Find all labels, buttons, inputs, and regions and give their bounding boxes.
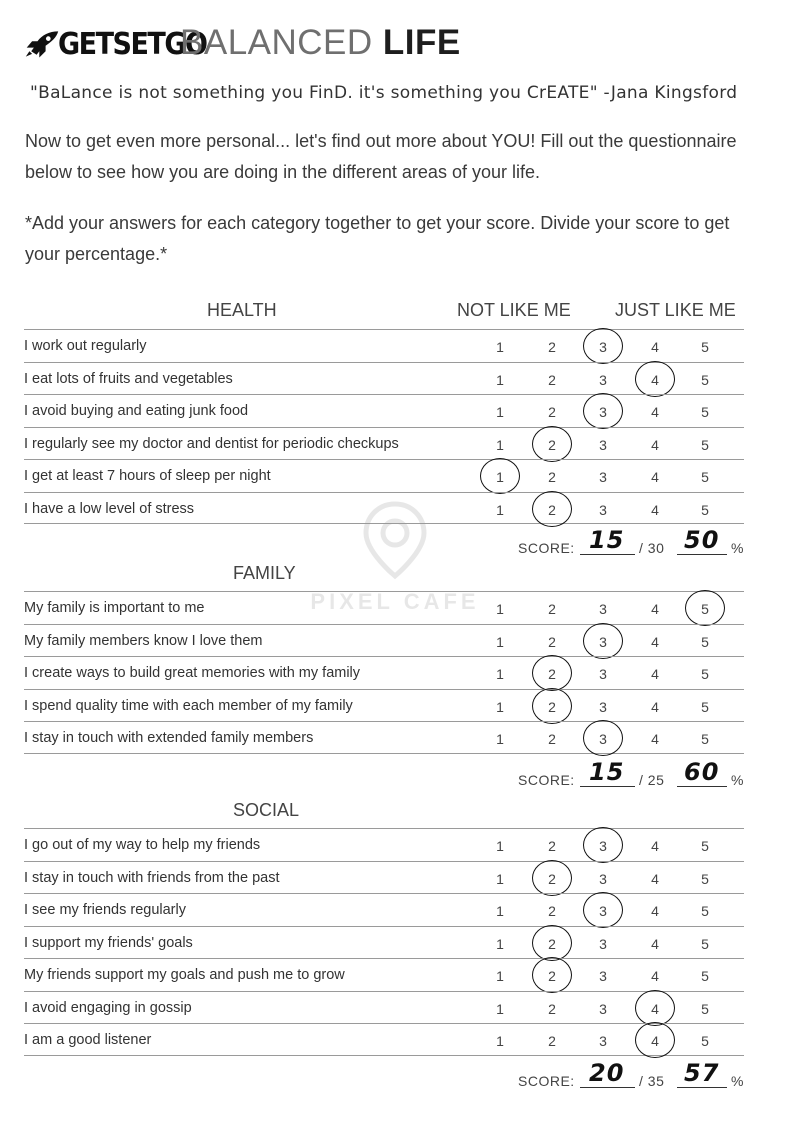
rating-option-1[interactable]: 1 [496,371,504,388]
question-row [24,492,744,525]
question-text: My family members know I love them [24,632,263,649]
percent-underline [677,786,727,787]
question-row [24,958,744,991]
rating-option-2[interactable]: 2 [548,870,556,887]
question-row [24,394,744,427]
rating-option-1[interactable]: 1 [496,666,504,682]
score-max: / 30 [639,540,665,556]
question-text: I stay in touch with extended family members [24,730,314,746]
quote: "BaLance is not something you FinD. it's something you CrEATE" -Jana Kingsford [30,83,738,103]
rating-option-3[interactable]: 3 [599,601,607,617]
rating-option-2[interactable]: 2 [548,371,556,388]
rating-option-2[interactable]: 2 [548,935,556,952]
rating-option-3[interactable]: 3 [599,666,607,682]
percent-sign: % [731,540,744,556]
question-row [24,689,744,722]
rating-option-1[interactable]: 1 [496,935,504,952]
rating-option-1[interactable]: 1 [496,469,504,485]
rating-option-2[interactable]: 2 [548,601,556,617]
rating-option-5[interactable]: 5 [701,838,709,854]
rating-option-1[interactable]: 1 [496,968,504,984]
rating-option-4[interactable]: 4 [651,698,659,715]
question-row [24,459,744,492]
question-text: I stay in touch with friends from the past [24,869,280,886]
score-underline [580,786,635,787]
rating-option-4[interactable]: 4 [651,404,659,420]
scale-low-label: NOT LIKE ME [457,300,571,320]
rating-option-2[interactable]: 2 [548,838,556,854]
rating-option-4[interactable]: 4 [651,903,659,919]
question-row [24,893,744,926]
rating-option-5[interactable]: 5 [701,935,709,952]
question-text: I get at least 7 hours of sleep per night [24,468,271,484]
rating-option-3[interactable]: 3 [599,870,607,887]
rating-option-4[interactable]: 4 [651,935,659,952]
rating-option-1[interactable]: 1 [496,601,504,617]
rating-option-1[interactable]: 1 [496,633,504,650]
percent-value: 50 [684,526,720,554]
rating-option-4[interactable]: 4 [651,666,659,682]
rating-option-4[interactable]: 4 [651,731,659,747]
rating-option-5[interactable]: 5 [701,339,709,355]
rating-option-2[interactable]: 2 [548,469,556,485]
question-text: I see my friends regularly [24,902,186,918]
rating-option-1[interactable]: 1 [496,339,504,355]
question-row [24,991,744,1024]
intro-text: Now to get even more personal... let's find out more about YOU! Fill out the questionnaire below to see how you are doing in the different areas of your life. [25,131,737,182]
rating-option-2[interactable]: 2 [548,731,556,747]
rating-option-3[interactable]: 3 [599,1000,607,1017]
rating-option-2[interactable]: 2 [548,501,556,518]
rating-option-4[interactable]: 4 [651,469,659,485]
section-title-family: FAMILY [233,563,296,583]
question-row [24,861,744,894]
title-light: BALANCED [180,23,383,62]
section-title-social: SOCIAL [233,800,300,820]
question-text: I am a good listener [24,1032,152,1048]
question-text: I support my friends' goals [24,934,193,951]
rating-option-3[interactable]: 3 [599,838,607,854]
rating-option-5[interactable]: 5 [701,436,709,453]
rating-option-3[interactable]: 3 [599,436,607,453]
rocket-icon [24,29,60,59]
rating-option-4[interactable]: 4 [651,633,659,650]
question-text: I go out of my way to help my friends [24,837,261,853]
rating-option-2[interactable]: 2 [548,633,556,650]
rating-option-3[interactable]: 3 [599,501,607,518]
rating-option-1[interactable]: 1 [496,1000,504,1017]
question-text: I eat lots of fruits and vegetables [24,370,233,387]
score-underline [580,1087,635,1088]
percent-underline [677,554,727,555]
rating-option-3[interactable]: 3 [599,633,607,650]
rating-option-4[interactable]: 4 [651,870,659,887]
rating-option-1[interactable]: 1 [496,870,504,887]
scale-high-label: JUST LIKE ME [615,300,736,320]
rating-option-3[interactable]: 3 [599,371,607,388]
score-value: 15 [589,758,625,786]
rating-option-3[interactable]: 3 [599,903,607,919]
rating-option-3[interactable]: 3 [599,404,607,420]
rating-option-3[interactable]: 3 [599,339,607,355]
rating-option-1[interactable]: 1 [496,838,504,854]
percent-value: 57 [684,1059,720,1087]
rating-option-5[interactable]: 5 [701,1000,709,1017]
question-text: My family is important to me [24,600,205,616]
question-text: I have a low level of stress [24,500,195,517]
percent-underline [677,1087,727,1088]
rating-option-5[interactable]: 5 [701,870,709,887]
question-text: My friends support my goals and push me to grow [24,967,345,983]
question-text: I work out regularly [24,338,147,354]
rating-option-4[interactable]: 4 [651,838,659,854]
title-bold: LIFE [382,23,461,62]
question-text: I spend quality time with each member of my family [24,697,353,714]
question-text: I avoid buying and eating junk food [24,403,249,419]
score-label: SCORE: [518,772,575,788]
percent-sign: % [731,1073,744,1089]
section-title-health: HEALTH [207,300,277,320]
rating-option-5[interactable]: 5 [701,903,709,919]
question-row [24,656,744,689]
rating-option-4[interactable]: 4 [651,1033,659,1049]
rating-option-2[interactable]: 2 [548,666,556,682]
rating-option-4[interactable]: 4 [651,339,659,355]
rating-option-2[interactable]: 2 [548,903,556,919]
header [24,20,774,70]
rating-option-5[interactable]: 5 [701,404,709,420]
watermark-text: PIXEL CAFE [310,589,480,614]
rating-option-1[interactable]: 1 [496,1033,504,1049]
rating-option-5[interactable]: 5 [701,633,709,650]
rating-option-2[interactable]: 2 [548,1033,556,1049]
rating-option-1[interactable]: 1 [496,436,504,453]
question-row [24,362,744,395]
rating-option-3[interactable]: 3 [599,968,607,984]
question-row [24,926,744,959]
rating-option-3[interactable]: 3 [599,1033,607,1049]
rating-option-2[interactable]: 2 [548,436,556,453]
rating-option-4[interactable]: 4 [651,968,659,984]
question-text: I create ways to build great memories with my family [24,665,361,681]
score-max: / 35 [639,1073,665,1089]
score-underline [580,554,635,555]
rating-option-2[interactable]: 2 [548,404,556,420]
page-title [180,23,461,63]
rating-option-2[interactable]: 2 [548,698,556,715]
score-value: 15 [589,526,625,554]
rating-option-4[interactable]: 4 [651,601,659,617]
rating-option-2[interactable]: 2 [548,968,556,984]
rating-option-4[interactable]: 4 [651,371,659,388]
score-max: / 25 [639,772,665,788]
rating-option-5[interactable]: 5 [701,1033,709,1049]
rating-option-1[interactable]: 1 [496,731,504,747]
rating-option-1[interactable]: 1 [496,903,504,919]
logo-text: GETSETGO [58,26,207,62]
rating-option-5[interactable]: 5 [701,601,709,617]
rating-option-5[interactable]: 5 [701,469,709,485]
rating-option-5[interactable]: 5 [701,666,709,682]
question-row [24,1023,744,1056]
question-row [24,721,744,754]
question-text: I avoid engaging in gossip [24,999,192,1016]
rating-option-5[interactable]: 5 [701,371,709,388]
question-row [24,427,744,460]
percent-sign: % [731,772,744,788]
instructions-text: *Add your answers for each category together to get your score. Divide your score to get your percentage.* [25,213,730,264]
score-label: SCORE: [518,1073,575,1089]
question-text: I regularly see my doctor and dentist for periodic checkups [24,435,399,452]
question-row [24,624,744,657]
rating-option-3[interactable]: 3 [599,935,607,952]
rating-option-5[interactable]: 5 [701,698,709,715]
rating-option-1[interactable]: 1 [496,501,504,518]
rating-option-3[interactable]: 3 [599,698,607,715]
rating-option-5[interactable]: 5 [701,501,709,518]
rating-option-1[interactable]: 1 [496,404,504,420]
rating-option-5[interactable]: 5 [701,968,709,984]
rating-option-4[interactable]: 4 [651,436,659,453]
question-row [24,591,744,624]
percent-value: 60 [684,758,720,786]
score-label: SCORE: [518,540,575,556]
rating-option-5[interactable]: 5 [701,731,709,747]
rating-option-3[interactable]: 3 [599,469,607,485]
rating-option-2[interactable]: 2 [548,1000,556,1017]
rating-option-1[interactable]: 1 [496,698,504,715]
rating-option-3[interactable]: 3 [599,731,607,747]
rating-option-2[interactable]: 2 [548,339,556,355]
rating-option-4[interactable]: 4 [651,501,659,518]
rating-option-4[interactable]: 4 [651,1000,659,1017]
question-row [24,828,744,861]
score-value: 20 [589,1059,625,1087]
question-row [24,329,744,362]
